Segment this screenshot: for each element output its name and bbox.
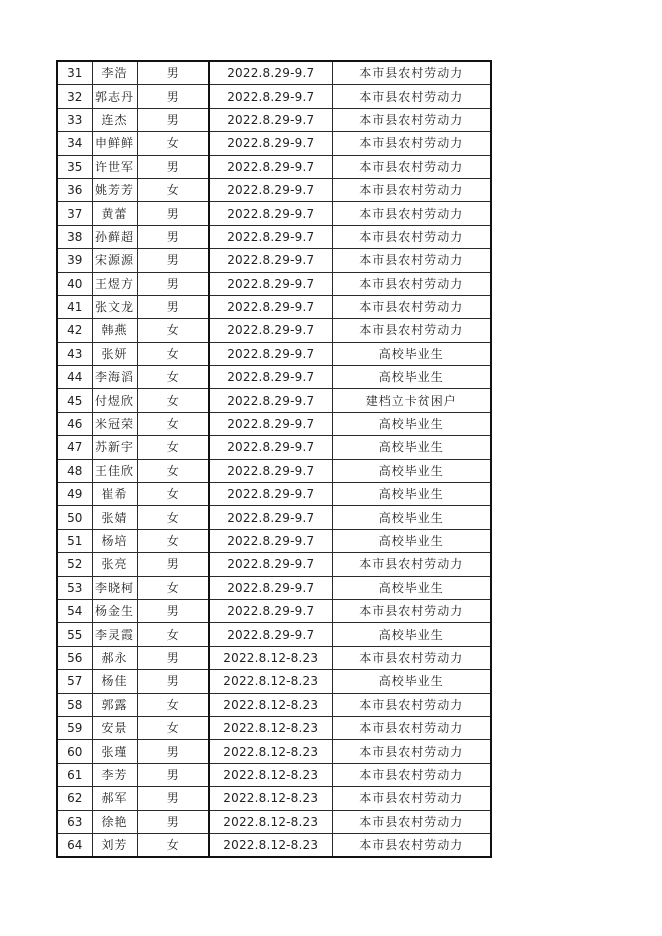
- gender-cell: 女: [137, 716, 209, 739]
- period-cell: 2022.8.29-9.7: [209, 342, 332, 365]
- category-cell: 本市县农村劳动力: [332, 763, 491, 786]
- row-number-cell: 48: [57, 459, 92, 482]
- name-cell: 郭露: [92, 693, 137, 716]
- name-cell: 申鲜鲜: [92, 132, 137, 155]
- gender-cell: 男: [137, 740, 209, 763]
- name-cell: 杨佳: [92, 670, 137, 693]
- category-cell: 本市县农村劳动力: [332, 202, 491, 225]
- gender-cell: 男: [137, 85, 209, 108]
- gender-cell: 男: [137, 225, 209, 248]
- name-cell: 李芳: [92, 763, 137, 786]
- period-cell: 2022.8.29-9.7: [209, 506, 332, 529]
- table-row: [57, 787, 491, 810]
- name-cell: 张妍: [92, 342, 137, 365]
- name-cell: 杨金生: [92, 599, 137, 622]
- name-cell: 郝永: [92, 646, 137, 669]
- name-cell: 李晓柯: [92, 576, 137, 599]
- roster-table-body: [57, 61, 491, 857]
- table-row: [57, 202, 491, 225]
- period-cell: 2022.8.29-9.7: [209, 319, 332, 342]
- period-cell: 2022.8.29-9.7: [209, 529, 332, 552]
- table-row: [57, 693, 491, 716]
- category-cell: 本市县农村劳动力: [332, 693, 491, 716]
- name-cell: 郭志丹: [92, 85, 137, 108]
- table-row: [57, 529, 491, 552]
- table-row: [57, 132, 491, 155]
- row-number-cell: 42: [57, 319, 92, 342]
- category-cell: 本市县农村劳动力: [332, 85, 491, 108]
- gender-cell: 女: [137, 132, 209, 155]
- category-cell: 本市县农村劳动力: [332, 716, 491, 739]
- name-cell: 黄蕾: [92, 202, 137, 225]
- category-cell: 本市县农村劳动力: [332, 225, 491, 248]
- row-number-cell: 43: [57, 342, 92, 365]
- category-cell: 高校毕业生: [332, 459, 491, 482]
- gender-cell: 女: [137, 483, 209, 506]
- gender-cell: 男: [137, 61, 209, 85]
- gender-cell: 女: [137, 412, 209, 435]
- period-cell: 2022.8.12-8.23: [209, 716, 332, 739]
- table-row: [57, 342, 491, 365]
- category-cell: 高校毕业生: [332, 366, 491, 389]
- row-number-cell: 39: [57, 249, 92, 272]
- name-cell: 宋源源: [92, 249, 137, 272]
- table-row: [57, 670, 491, 693]
- category-cell: 高校毕业生: [332, 506, 491, 529]
- gender-cell: 女: [137, 529, 209, 552]
- table-row: [57, 483, 491, 506]
- name-cell: 张瑾: [92, 740, 137, 763]
- name-cell: 韩燕: [92, 319, 137, 342]
- table-row: [57, 553, 491, 576]
- name-cell: 崔希: [92, 483, 137, 506]
- name-cell: 王煜方: [92, 272, 137, 295]
- period-cell: 2022.8.29-9.7: [209, 436, 332, 459]
- period-cell: 2022.8.29-9.7: [209, 576, 332, 599]
- period-cell: 2022.8.29-9.7: [209, 483, 332, 506]
- row-number-cell: 34: [57, 132, 92, 155]
- table-row: [57, 833, 491, 857]
- row-number-cell: 62: [57, 787, 92, 810]
- category-cell: 本市县农村劳动力: [332, 599, 491, 622]
- table-row: [57, 623, 491, 646]
- table-row: [57, 436, 491, 459]
- period-cell: 2022.8.12-8.23: [209, 763, 332, 786]
- table-row: [57, 506, 491, 529]
- category-cell: 本市县农村劳动力: [332, 833, 491, 857]
- name-cell: 李海滔: [92, 366, 137, 389]
- gender-cell: 男: [137, 202, 209, 225]
- period-cell: 2022.8.12-8.23: [209, 833, 332, 857]
- period-cell: 2022.8.29-9.7: [209, 132, 332, 155]
- table-row: [57, 249, 491, 272]
- period-cell: 2022.8.12-8.23: [209, 787, 332, 810]
- period-cell: 2022.8.29-9.7: [209, 155, 332, 178]
- period-cell: 2022.8.12-8.23: [209, 693, 332, 716]
- period-cell: 2022.8.12-8.23: [209, 646, 332, 669]
- period-cell: 2022.8.29-9.7: [209, 459, 332, 482]
- period-cell: 2022.8.29-9.7: [209, 599, 332, 622]
- gender-cell: 女: [137, 506, 209, 529]
- category-cell: 本市县农村劳动力: [332, 178, 491, 201]
- period-cell: 2022.8.29-9.7: [209, 178, 332, 201]
- row-number-cell: 61: [57, 763, 92, 786]
- table-row: [57, 389, 491, 412]
- category-cell: 本市县农村劳动力: [332, 295, 491, 318]
- table-row: [57, 272, 491, 295]
- category-cell: 本市县农村劳动力: [332, 272, 491, 295]
- name-cell: 杨培: [92, 529, 137, 552]
- category-cell: 高校毕业生: [332, 529, 491, 552]
- row-number-cell: 57: [57, 670, 92, 693]
- row-number-cell: 37: [57, 202, 92, 225]
- row-number-cell: 35: [57, 155, 92, 178]
- table-row: [57, 646, 491, 669]
- table-row: [57, 716, 491, 739]
- period-cell: 2022.8.29-9.7: [209, 85, 332, 108]
- row-number-cell: 56: [57, 646, 92, 669]
- category-cell: 高校毕业生: [332, 576, 491, 599]
- row-number-cell: 52: [57, 553, 92, 576]
- name-cell: 孙藓超: [92, 225, 137, 248]
- table-row: [57, 576, 491, 599]
- row-number-cell: 54: [57, 599, 92, 622]
- row-number-cell: 59: [57, 716, 92, 739]
- period-cell: 2022.8.29-9.7: [209, 108, 332, 131]
- row-number-cell: 64: [57, 833, 92, 857]
- table-row: [57, 740, 491, 763]
- category-cell: 本市县农村劳动力: [332, 61, 491, 85]
- gender-cell: 男: [137, 810, 209, 833]
- row-number-cell: 50: [57, 506, 92, 529]
- gender-cell: 男: [137, 763, 209, 786]
- table-row: [57, 319, 491, 342]
- row-number-cell: 46: [57, 412, 92, 435]
- row-number-cell: 45: [57, 389, 92, 412]
- name-cell: 安景: [92, 716, 137, 739]
- gender-cell: 男: [137, 249, 209, 272]
- gender-cell: 女: [137, 623, 209, 646]
- category-cell: 本市县农村劳动力: [332, 155, 491, 178]
- period-cell: 2022.8.29-9.7: [209, 249, 332, 272]
- table-row: [57, 178, 491, 201]
- category-cell: 本市县农村劳动力: [332, 132, 491, 155]
- row-number-cell: 41: [57, 295, 92, 318]
- table-row: [57, 599, 491, 622]
- row-number-cell: 58: [57, 693, 92, 716]
- category-cell: 高校毕业生: [332, 483, 491, 506]
- category-cell: 建档立卡贫困户: [332, 389, 491, 412]
- gender-cell: 男: [137, 295, 209, 318]
- name-cell: 连杰: [92, 108, 137, 131]
- row-number-cell: 33: [57, 108, 92, 131]
- name-cell: 张婧: [92, 506, 137, 529]
- category-cell: 本市县农村劳动力: [332, 319, 491, 342]
- gender-cell: 男: [137, 599, 209, 622]
- name-cell: 苏新宇: [92, 436, 137, 459]
- row-number-cell: 63: [57, 810, 92, 833]
- gender-cell: 女: [137, 576, 209, 599]
- category-cell: 本市县农村劳动力: [332, 787, 491, 810]
- name-cell: 张文龙: [92, 295, 137, 318]
- period-cell: 2022.8.29-9.7: [209, 553, 332, 576]
- period-cell: 2022.8.29-9.7: [209, 272, 332, 295]
- gender-cell: 男: [137, 787, 209, 810]
- row-number-cell: 40: [57, 272, 92, 295]
- gender-cell: 女: [137, 693, 209, 716]
- name-cell: 李浩: [92, 61, 137, 85]
- period-cell: 2022.8.29-9.7: [209, 412, 332, 435]
- gender-cell: 女: [137, 366, 209, 389]
- row-number-cell: 51: [57, 529, 92, 552]
- gender-cell: 男: [137, 553, 209, 576]
- gender-cell: 男: [137, 108, 209, 131]
- period-cell: 2022.8.29-9.7: [209, 61, 332, 85]
- table-row: [57, 366, 491, 389]
- table-row: [57, 155, 491, 178]
- row-number-cell: 49: [57, 483, 92, 506]
- table-row: [57, 295, 491, 318]
- category-cell: 本市县农村劳动力: [332, 646, 491, 669]
- period-cell: 2022.8.12-8.23: [209, 810, 332, 833]
- name-cell: 许世军: [92, 155, 137, 178]
- category-cell: 本市县农村劳动力: [332, 108, 491, 131]
- row-number-cell: 38: [57, 225, 92, 248]
- period-cell: 2022.8.29-9.7: [209, 225, 332, 248]
- table-row: [57, 810, 491, 833]
- name-cell: 王佳欣: [92, 459, 137, 482]
- period-cell: 2022.8.12-8.23: [209, 740, 332, 763]
- row-number-cell: 36: [57, 178, 92, 201]
- row-number-cell: 31: [57, 61, 92, 85]
- table-row: [57, 85, 491, 108]
- name-cell: 付煜欣: [92, 389, 137, 412]
- name-cell: 刘芳: [92, 833, 137, 857]
- gender-cell: 男: [137, 646, 209, 669]
- gender-cell: 女: [137, 319, 209, 342]
- gender-cell: 女: [137, 389, 209, 412]
- category-cell: 本市县农村劳动力: [332, 249, 491, 272]
- table-row: [57, 412, 491, 435]
- name-cell: 郝军: [92, 787, 137, 810]
- row-number-cell: 53: [57, 576, 92, 599]
- name-cell: 李灵霞: [92, 623, 137, 646]
- table-row: [57, 225, 491, 248]
- gender-cell: 男: [137, 670, 209, 693]
- table-row: [57, 61, 491, 85]
- category-cell: 高校毕业生: [332, 623, 491, 646]
- category-cell: 本市县农村劳动力: [332, 810, 491, 833]
- gender-cell: 男: [137, 272, 209, 295]
- category-cell: 高校毕业生: [332, 670, 491, 693]
- name-cell: 米冠荣: [92, 412, 137, 435]
- name-cell: 张亮: [92, 553, 137, 576]
- gender-cell: 女: [137, 342, 209, 365]
- period-cell: 2022.8.29-9.7: [209, 623, 332, 646]
- gender-cell: 女: [137, 459, 209, 482]
- row-number-cell: 44: [57, 366, 92, 389]
- category-cell: 高校毕业生: [332, 436, 491, 459]
- gender-cell: 女: [137, 436, 209, 459]
- period-cell: 2022.8.29-9.7: [209, 295, 332, 318]
- table-row: [57, 459, 491, 482]
- roster-table: [56, 60, 492, 858]
- category-cell: 本市县农村劳动力: [332, 553, 491, 576]
- period-cell: 2022.8.29-9.7: [209, 366, 332, 389]
- row-number-cell: 32: [57, 85, 92, 108]
- category-cell: 高校毕业生: [332, 342, 491, 365]
- row-number-cell: 47: [57, 436, 92, 459]
- table-row: [57, 108, 491, 131]
- gender-cell: 男: [137, 155, 209, 178]
- gender-cell: 女: [137, 178, 209, 201]
- table-row: [57, 763, 491, 786]
- category-cell: 本市县农村劳动力: [332, 740, 491, 763]
- name-cell: 姚芳芳: [92, 178, 137, 201]
- period-cell: 2022.8.29-9.7: [209, 202, 332, 225]
- period-cell: 2022.8.12-8.23: [209, 670, 332, 693]
- name-cell: 徐艳: [92, 810, 137, 833]
- category-cell: 高校毕业生: [332, 412, 491, 435]
- gender-cell: 女: [137, 833, 209, 857]
- row-number-cell: 60: [57, 740, 92, 763]
- period-cell: 2022.8.29-9.7: [209, 389, 332, 412]
- row-number-cell: 55: [57, 623, 92, 646]
